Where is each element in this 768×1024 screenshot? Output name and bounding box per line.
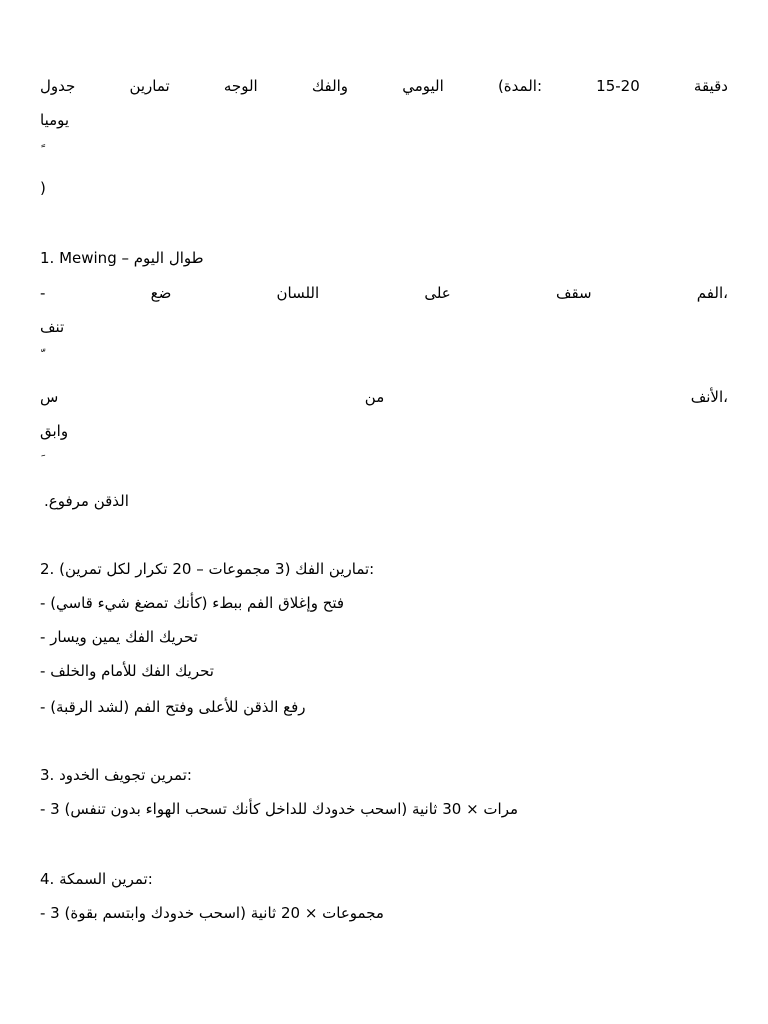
section-1-continuation-2: وابق <box>40 422 69 440</box>
section-1-diacritic-2 <box>40 452 728 470</box>
title-diacritic <box>40 143 728 161</box>
section-1-line-3: الذقن مرفوع. <box>44 492 129 510</box>
title-word: الوجه <box>223 77 258 95</box>
section-1-continuation-1: تنف <box>40 318 65 336</box>
title-line <box>40 77 728 95</box>
title-word: اليومي <box>402 77 444 95</box>
section-3-item: - 3 مرات × 30 ثانية (اسحب خدودك للداخل كأنك تسحب الهواء بدون تنفس) <box>40 800 519 818</box>
section-2-item: - تحريك الفك للأمام والخلف <box>40 662 214 680</box>
section-2-item: - فتح وإغلاق الفم ببطء (كأنك تمضغ شيء قاسي) <box>40 594 345 612</box>
title-close-paren: ) <box>40 179 46 197</box>
section-1-line-2: س من الأنف، <box>40 388 728 406</box>
section-2-item: - تحريك الفك يمين ويسار <box>40 628 198 646</box>
title-word: دقيقة <box>693 77 728 95</box>
section-1-line-1: - ضع اللسان على سقف الفم، <box>40 284 728 302</box>
title-word: تمارين <box>129 77 170 95</box>
section-4-heading: 4. تمرين السمكة: <box>40 870 153 888</box>
title-word: والفك <box>311 77 349 95</box>
section-2-item: - رفع الذقن للأعلى وفتح الفم (لشد الرقبة) <box>40 698 306 716</box>
title-word: جدول <box>40 77 76 95</box>
section-1-heading: 1. Mewing – طوال اليوم <box>40 249 204 267</box>
section-4-item: - 3 مجموعات × 20 ثانية (اسحب خدودك وابتسم بقوة) <box>40 904 384 922</box>
section-2-heading: 2. تمارين الفك (3 مجموعات – 20 تكرار لكل تمرين): <box>40 560 375 578</box>
title-word: 15-20 <box>596 77 640 95</box>
title-continuation: يوميا <box>40 111 70 129</box>
section-3-heading: 3. تمرين تجويف الخدود: <box>40 766 192 784</box>
section-1-diacritic-1 <box>40 348 728 366</box>
title-word: (المدة: <box>497 77 543 95</box>
